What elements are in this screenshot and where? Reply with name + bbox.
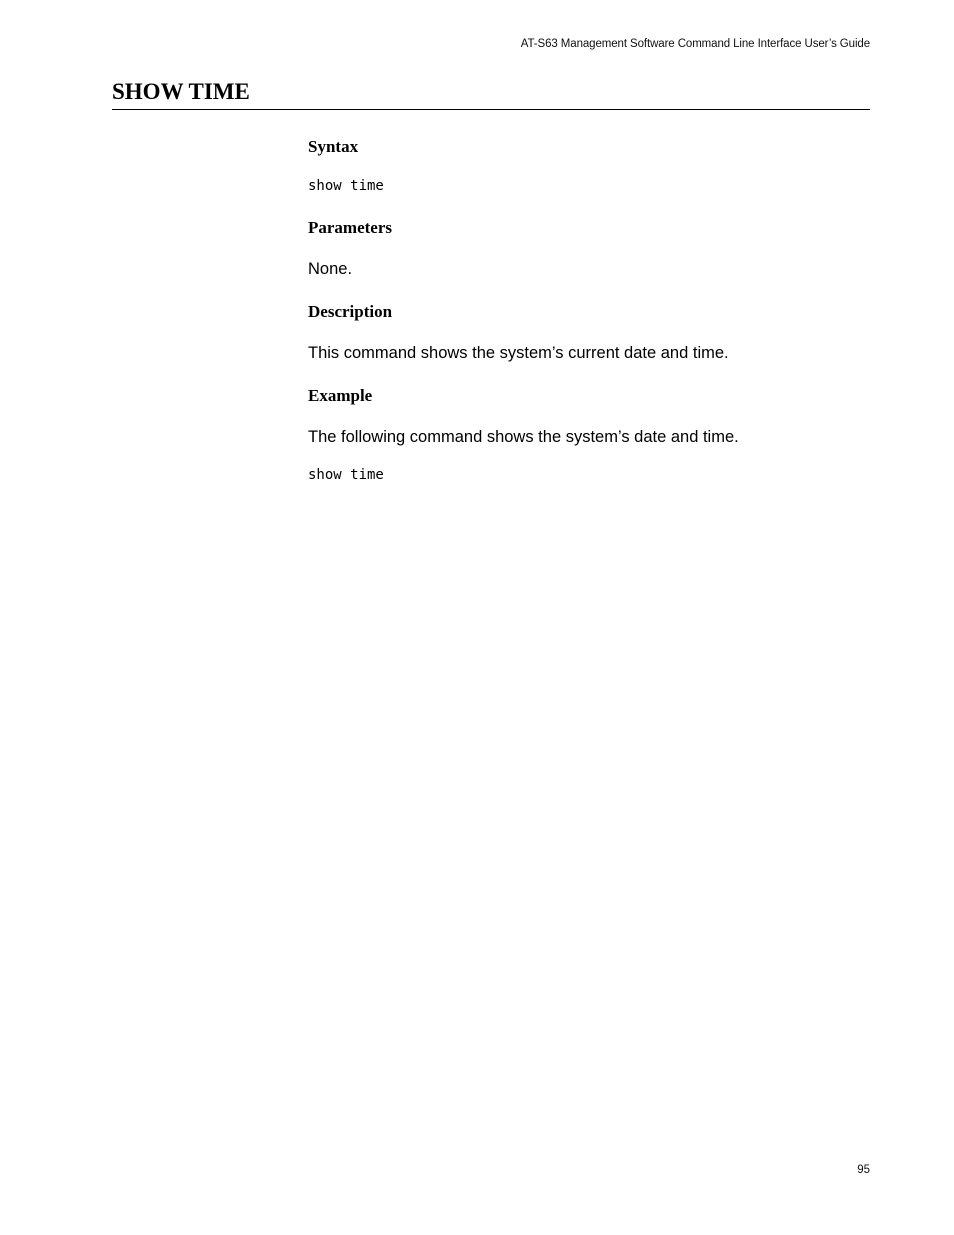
title-divider (112, 109, 870, 110)
syntax-code: show time (308, 178, 384, 194)
parameters-heading: Parameters (308, 218, 393, 237)
parameters-text: None. (308, 260, 353, 278)
description-text: This command shows the system’s current date and time. (308, 344, 729, 362)
running-header: AT-S63 Management Software Command Line Interface User’s Guide (520, 38, 870, 50)
example-text: The following command shows the system’s date and time. (308, 428, 739, 446)
description-heading: Description (308, 302, 393, 321)
syntax-heading: Syntax (308, 137, 359, 156)
example-code: show time (308, 467, 384, 483)
example-heading: Example (308, 386, 373, 405)
section-title: SHOW TIME (112, 79, 250, 104)
page-number: 95 (857, 1164, 870, 1176)
